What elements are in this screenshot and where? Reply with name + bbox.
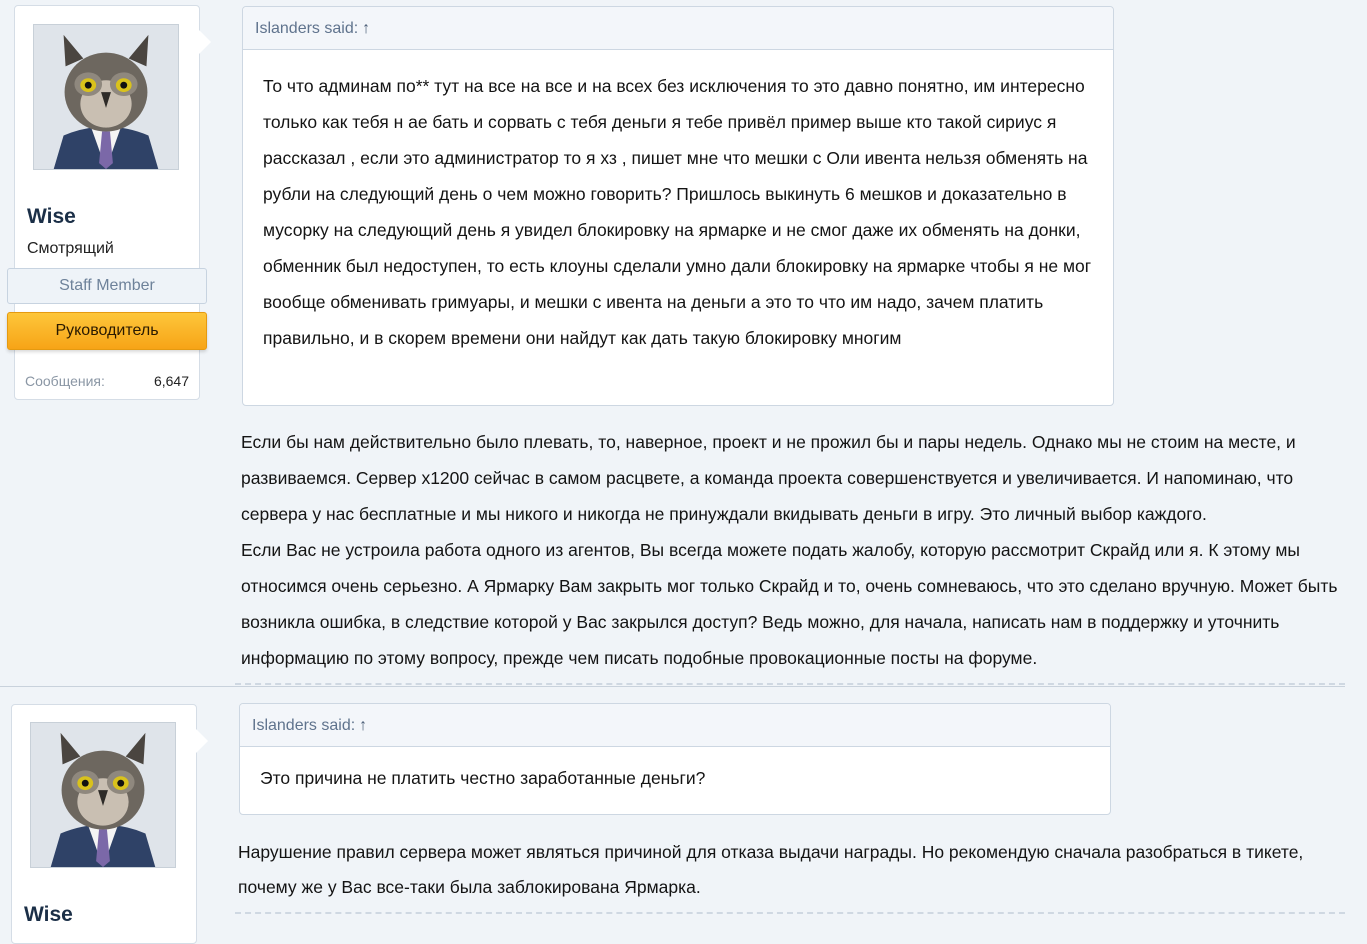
forum-post — [0, 690, 1367, 926]
panel-pointer — [196, 729, 208, 753]
jump-to-quote-icon[interactable]: ↑ — [359, 717, 368, 734]
post-divider-dashed — [235, 683, 1345, 685]
message-count-label: Сообщения: — [25, 373, 105, 389]
user-info-panel — [11, 704, 197, 944]
message-count — [25, 373, 189, 389]
quote-text: То что админам по** тут на все на все и на всех без исключения то это давно понятно, им интересно только как тебя н ае бать и сорвать с тебя деньги я тебе привёл пример выше кто такой сириус я рассказал , если это администратор то я хз , пишет мне что мешки с Оли ивента нельзя обменять на рубли на следующий день о чем можно говорить? Пришлось выкинуть 6 мешков и доказательно в мусорку на следующий день я увидел блокировку на ярмарке и не смог даже их обменять на донки, обменник был недоступен, то есть клоуны сделали умно дали блокировку на ярмарке чтобы я не мог вообще обменивать гримуары, и мешки с ивента на деньги а это то что им надо, зачем платить правильно, и в скорем времени они найдут как дать такую блокировку многим — [263, 76, 1092, 348]
owl-avatar-icon[interactable] — [33, 24, 179, 170]
quote-header — [240, 704, 1110, 747]
message-body — [238, 835, 1343, 905]
staff-member-badge: Staff Member — [7, 268, 207, 304]
quote-header — [243, 7, 1113, 50]
username[interactable]: Wise — [24, 903, 73, 926]
role-banner: Руководитель — [7, 312, 207, 350]
post-divider — [0, 686, 1345, 687]
username[interactable]: Wise — [27, 205, 76, 228]
user-title: Смотрящий — [27, 240, 114, 257]
message-count-value: 6,647 — [153, 373, 189, 389]
user-info-panel — [14, 5, 200, 400]
quote-text: Это причина не платить честно заработанные деньги? — [260, 768, 706, 788]
post-divider-dashed — [235, 912, 1345, 914]
message-paragraph: Если Вас не устроила работа одного из агентов, Вы всегда можете подать жалобу, которую рассмотрит Скрайд или я. К этому мы относимся очень серьезно. А Ярмарку Вам закрыть мог только Скрайд и то, очень сомневаюсь, что это сделано вручную. Может быть возникла ошибка, в следствие которой у Вас закрылся доступ? Ведь можно, для начала, написать нам в поддержку и уточнить информацию по этому вопросу, прежде чем писать подобные провокационные посты на форуме. — [241, 540, 1338, 668]
panel-pointer — [199, 30, 211, 54]
message-paragraph: Если бы нам действительно было плевать, то, наверное, проект и не прожил бы и пары недель. Однако мы не стоим на месте, и развиваемся. Сервер x1200 сейчас в самом расцвете, а команда проекта совершенствуется и увеличивается. И напоминаю, что сервера у нас бесплатные и мы никого и никогда не принуждали вкидывать деньги в игру. Это личный выбор каждого. — [241, 432, 1296, 524]
message-paragraph: Нарушение правил сервера может являться причиной для отказа выдачи награды. Но рекомендую сначала разобраться в тикете, почему же у Вас все-таки была заблокирована Ярмарка. — [238, 842, 1304, 897]
quote-block — [239, 703, 1111, 815]
quote-author[interactable]: Islanders said: — [252, 717, 356, 734]
quote-author[interactable]: Islanders said: — [255, 20, 359, 37]
owl-avatar-icon[interactable] — [30, 722, 176, 868]
message-body — [241, 424, 1346, 676]
quote-block — [242, 6, 1114, 406]
jump-to-quote-icon[interactable]: ↑ — [362, 20, 371, 37]
